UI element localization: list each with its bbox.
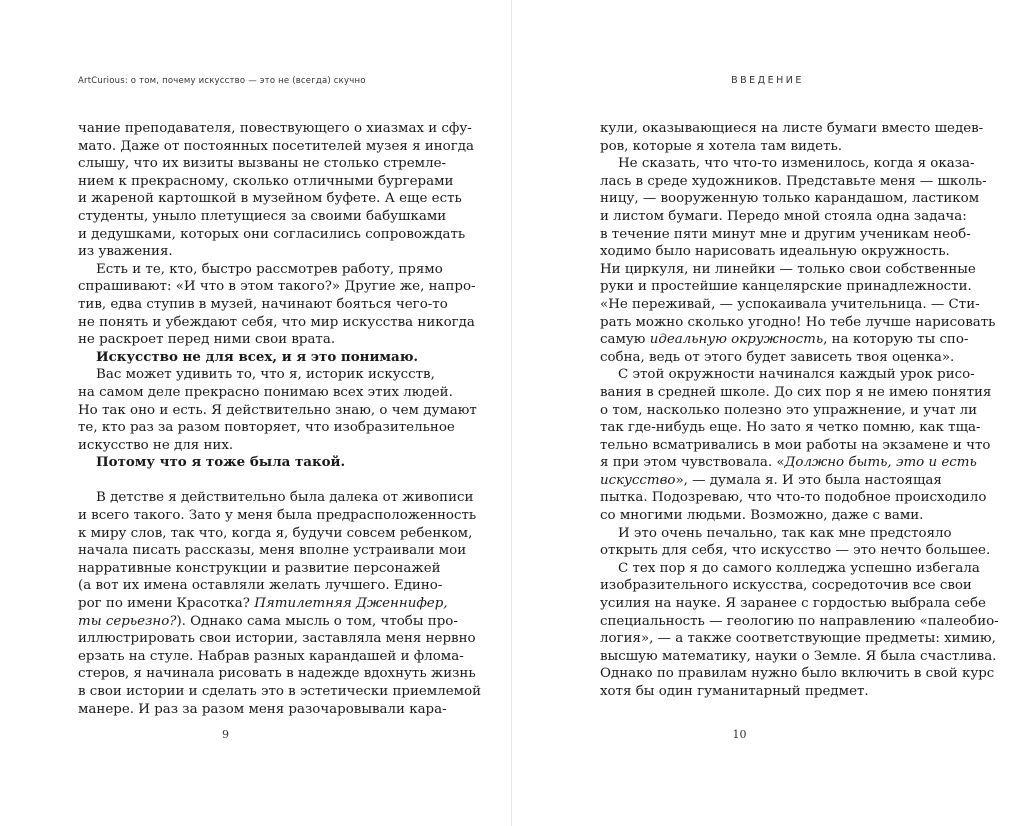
text-line: те, кто раз за разом повторяет, что изобразительное [78,420,455,436]
text-line: ров, которые я хотела там видеть. [600,138,843,154]
text-line: хотя бы один гуманитарный предмет. [600,684,869,699]
text-line: тив, едва ступив в музей, начинают бояться чего-то [78,296,448,312]
text-run: ). Однако сама мысль о том, чтобы про- [176,613,458,629]
page-number-right: 10 [732,728,747,741]
running-head-left: ArtCurious: о том, почему искусство — это не (всегда) скучно [78,76,366,86]
text-line: вания в средней школе. До сих пор я не имею понятия [600,384,992,400]
text-line: С тех пор я до самого колледжа успешно избегала [618,560,980,576]
text-line: к миру слов, так что, когда я, будучи совсем ребенком, [78,525,473,541]
text-line: Не сказать, что что-то изменилось, когда я оказа- [618,156,975,172]
text-line: на самом деле прекрасно понимаю всех этих людей. [78,384,453,400]
italic-run: ты серьезно? [78,613,177,629]
text-line [600,454,977,472]
text-line: в течение пяти минут мне и другим ученикам необ- [600,226,971,242]
text-line: открыть для себя, что искусство — это нечто большее. [600,543,991,559]
text-line: И это очень печально, так как мне предстояло [618,525,952,541]
text-line: Потому что я тоже была такой. [96,454,346,471]
italic-run: искусство [600,472,676,488]
page-number-left: 9 [222,728,229,741]
text-line: о том, насколько полезно это упражнение, и учат ли [600,402,978,418]
text-line: нием к прекрасному, сколько отличными бургерами [78,173,454,189]
text-line [600,331,969,349]
text-line: специальность — геологию по направлению «палеобио- [600,613,999,629]
text-line: спрашивают: «И что в этом такого?» Другие же, напро- [78,279,476,295]
text-line: Ни циркуля, ни линейки — только свои собственные [600,261,976,277]
text-line [78,613,458,631]
text-line: так где-нибудь еще. Но зато я четко помню, как тща- [600,420,981,436]
text-line: Искусство не для всех, и я это понимаю. [96,348,419,365]
text-line: чание преподавателя, повествующего о хиазмах и сфу- [78,121,472,136]
running-head-right: ВВЕДЕНИЕ [731,75,804,86]
text-line: Однако по правилам нужно было включить в свой курс [600,666,995,682]
text-line: логия», — а также соответствующие предметы: химию, [600,631,996,647]
text-line: Но так оно и есть. Я действительно знаю, о чем думают [78,402,477,418]
text-line [78,472,423,490]
text-line: собна, ведь от этого будет зависеть твоя оценка». [600,349,955,365]
text-line: стеров, я начинала рисовать в надежде вдохнуть жизнь [78,666,476,682]
text-line: С этой окружности начинался каждый урок рисо- [618,367,975,383]
right-page [512,0,1023,826]
italic-run: идеальную окружность [649,332,824,348]
text-line: лась в среде художников. Представьте меня — школь- [600,173,987,189]
text-line [600,472,945,490]
text-line: мато. Даже от постоянных посетителей музея я иногда [78,138,474,154]
text-line: слышу, что их визиты вызваны не столько стремле- [78,156,447,172]
italic-run: Пятилетняя Дженнифер, [254,596,448,612]
text-line: и листом бумаги. Передо мной стояла одна задача: [600,208,967,224]
text-line: тельно всматривались в мои работы на экзамене и что [600,437,991,453]
text-line: пытка. Подозреваю, что что-то подобное происходило [600,490,987,506]
text-line: ерзать на стуле. Набрав разных карандашей и флома- [78,648,464,664]
text-line: усилия на науке. Я заранее с гордостью выбрала себе [600,596,986,612]
text-line: не понять и убеждают себя, что мир искусства никогда [78,314,475,330]
text-line: Есть и те, кто, быстро рассмотрев работу, прямо [96,261,443,277]
right-body-text [600,120,999,701]
left-page [0,0,511,826]
text-line: Вас может удивить то, что я, историк искусств, [96,367,435,383]
italic-run: Должно быть, это и есть [784,455,977,471]
text-line: искусство не для них. [78,437,234,453]
text-run: я при этом чувствовала. « [600,455,785,471]
text-line: в свои истории и сделать это в эстетически приемлемой [78,684,482,699]
text-line: манере. И раз за разом меня разочаровывали кара- [78,701,447,717]
text-line: из уважения. [78,244,173,260]
text-line: и всего такого. Зато у меня была предрасположенность [78,508,477,524]
text-line: ходимо было нарисовать идеальную окружность. [600,244,950,260]
left-body-text [78,120,482,718]
text-line: руки и простейшие канцелярские принадлежности. [600,279,972,295]
text-line: начала писать рассказы, меня вполне устраивали мои [78,543,467,559]
text-line: «Не переживай, — успокаивала учительница. — Сти- [600,296,980,312]
text-run: , на которую ты спо- [823,332,969,348]
text-line: нарративные конструкции и развитие персонажей [78,560,441,576]
text-line: и жареной картошкой в музейном буфете. А еще есть [78,191,462,207]
text-line: студенты, уныло плетущиеся за своими бабушками [78,208,447,224]
text-line: ницу, — вооруженную только карандашом, ластиком [600,191,980,207]
text-line: и дедушками, которых они согласились сопровождать [78,226,466,242]
text-line: (а вот их имена оставляли желать лучшего. Едино- [78,578,443,594]
text-line: рать можно сколько угодно! Но тебе лучше нарисовать [600,314,996,330]
text-line: высшую математику, науки о Земле. Я была счастлива. [600,648,997,664]
text-line: изобразительного искусства, сосредоточив все свои [600,578,972,594]
text-line: со многими людьми. Возможно, даже с вами. [600,508,924,524]
text-run: самую [600,332,650,348]
text-line: не раскроет перед ними свои врата. [78,332,336,348]
text-line [78,595,448,613]
text-run: рог по имени Красотка? [78,596,255,612]
text-run: », — думала я. И это была настоящая [675,472,942,488]
text-line: кули, оказывающиеся на листе бумаги вместо шедев- [600,121,984,136]
text-line: иллюстрировать свои истории, заставляла меня нервно [78,631,476,647]
text-line: В детстве я действительно была далека от живописи [96,490,474,506]
